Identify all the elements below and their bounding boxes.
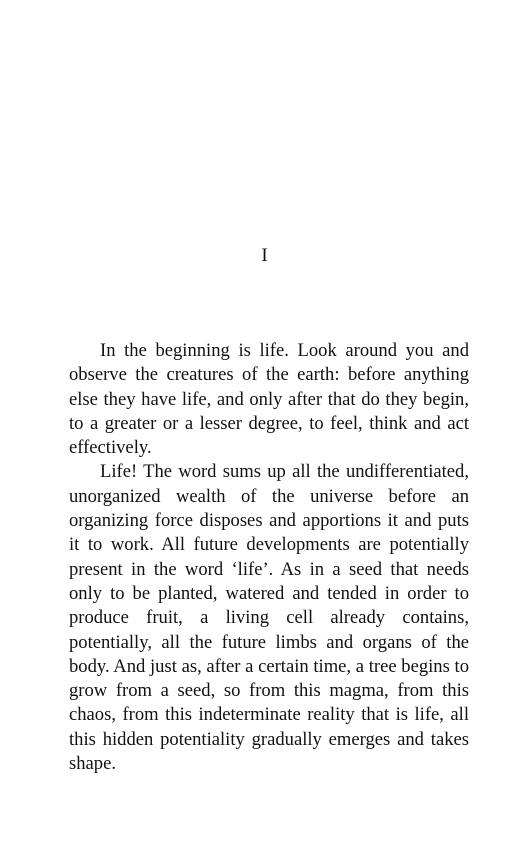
chapter-body bbox=[69, 339, 469, 776]
chapter-number: I bbox=[261, 245, 268, 266]
paragraph-2: Life! The word sums up all the undifferentiated, unorganized wealth of the universe before an organizing force disposes and apportions it and puts it to work. All future developments are potentially present in the word ‘life’. As in a seed that needs only to be planted, watered and tended in order to produce fruit, a living cell already contains, potentially, all the future limbs and organs of the body. And just as, after a certain time, a tree begins to grow from a seed, so from this magma, from this chaos, from this indeterminate reality that is life, all this hidden potentiality gradually emerges and takes shape. bbox=[69, 461, 469, 775]
paragraph-1: In the beginning is life. Look around you and observe the creatures of the earth: before anything else they have life, and only after that do they begin, to a greater or a lesser degree, to feel, think and act effectively. bbox=[69, 340, 469, 459]
